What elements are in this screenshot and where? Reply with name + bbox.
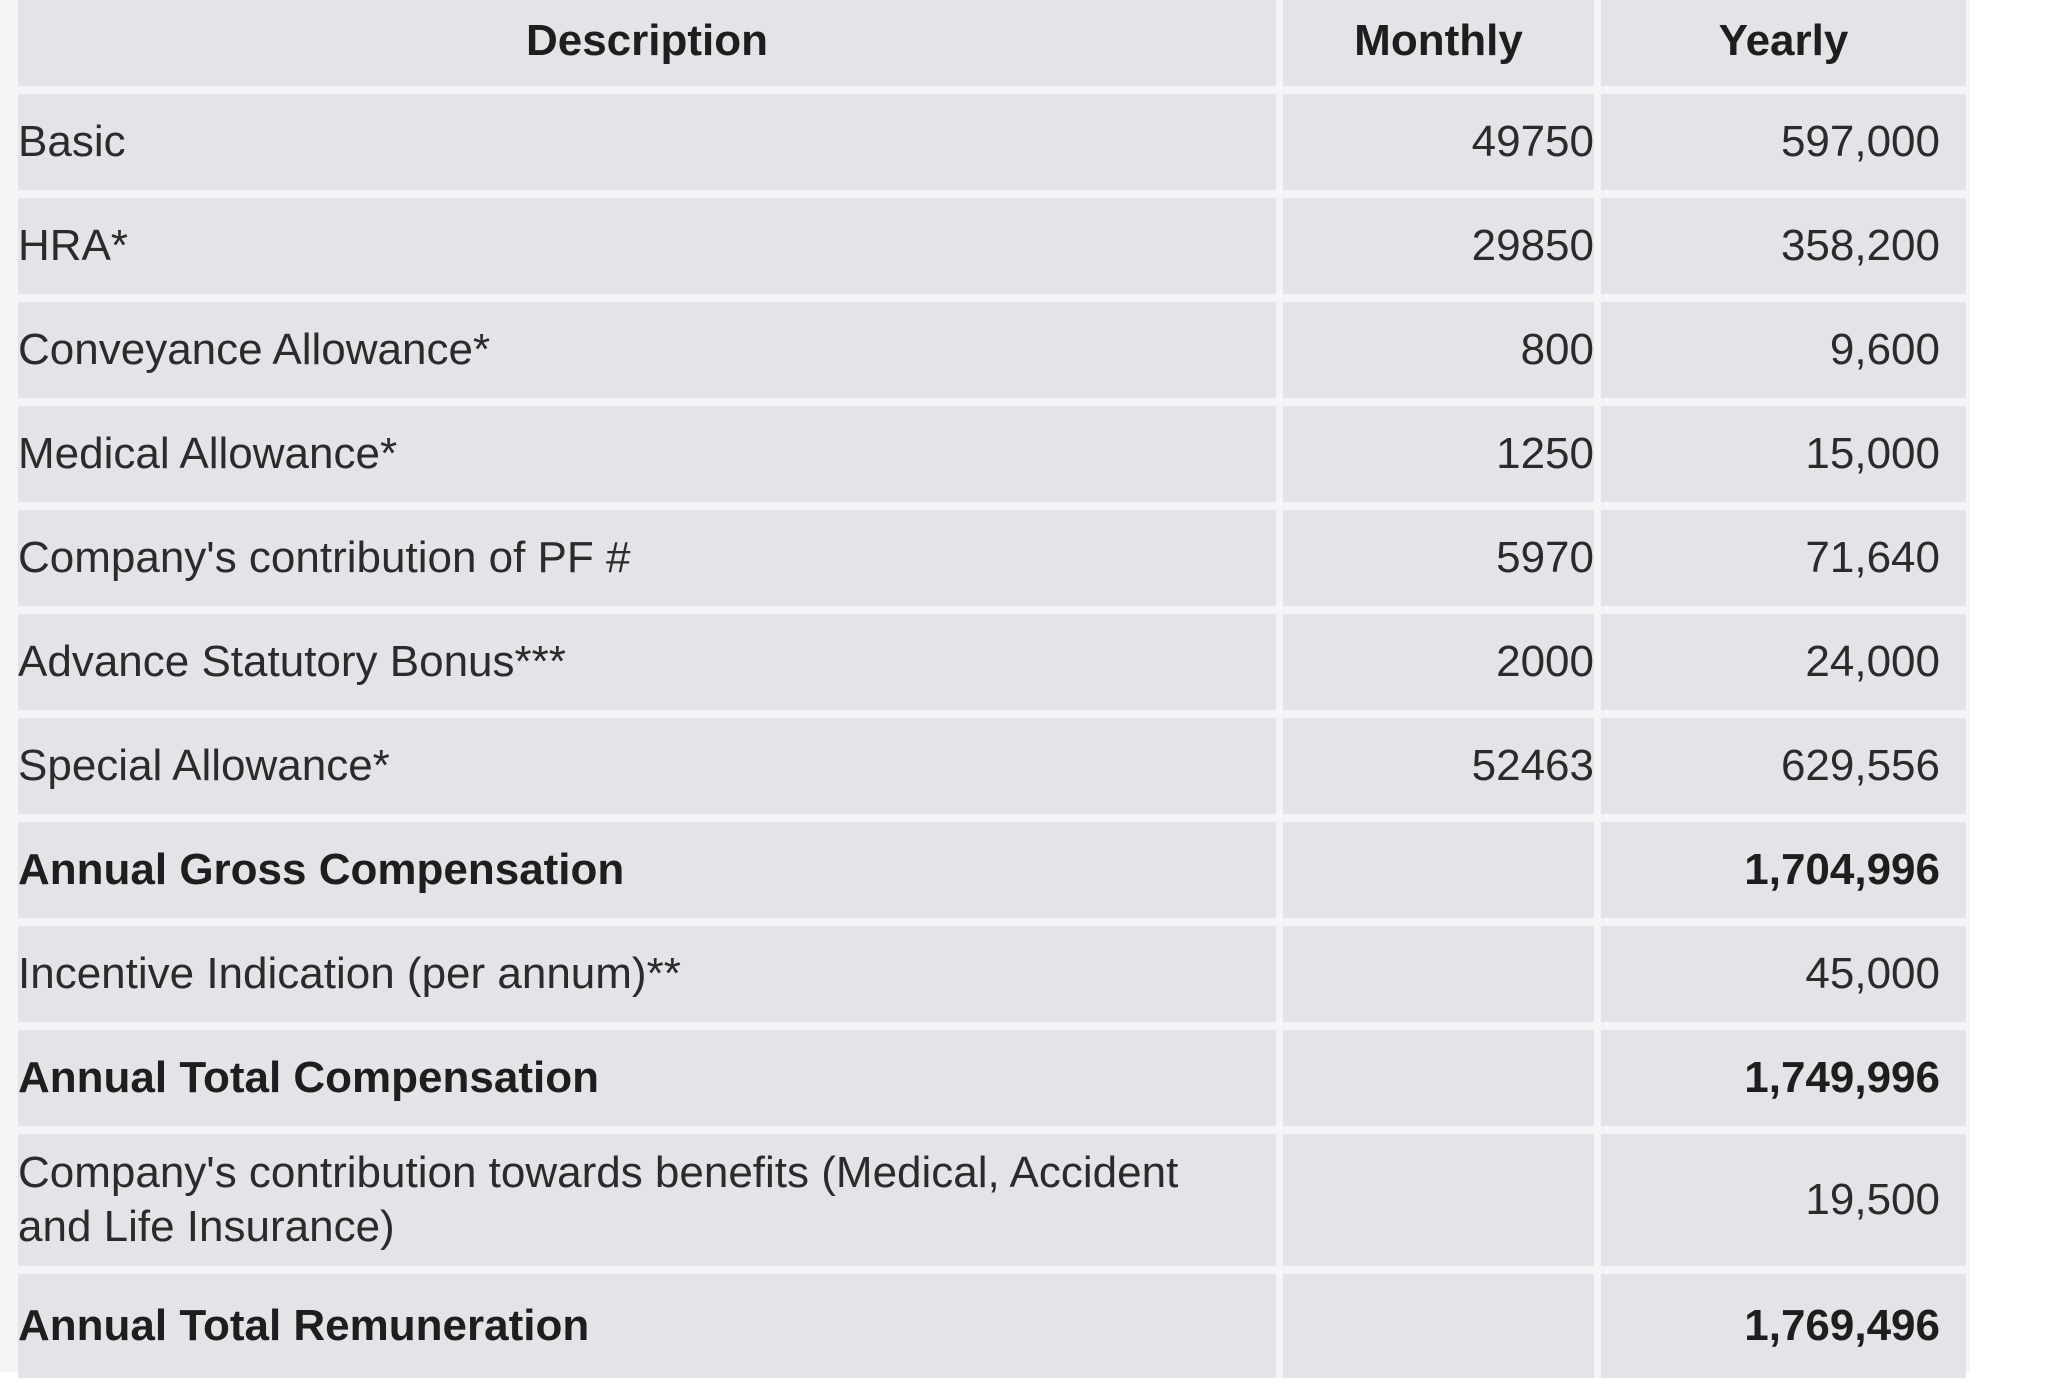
row-monthly (1276, 1134, 1594, 1274)
row-monthly (1276, 822, 1594, 926)
table-header-row (18, 0, 1966, 94)
row-yearly: 597,000 (1594, 94, 1966, 198)
row-monthly (1276, 1274, 1594, 1378)
row-description: Annual Total Compensation (18, 1030, 1276, 1134)
row-description: Annual Total Remuneration (18, 1274, 1276, 1378)
row-yearly: 9,600 (1594, 302, 1966, 406)
row-description: Company's contribution of PF # (18, 510, 1276, 614)
table-row (18, 302, 1966, 406)
table-row-total (18, 1274, 1966, 1378)
table-row (18, 94, 1966, 198)
row-yearly: 45,000 (1594, 926, 1966, 1030)
table-row (18, 198, 1966, 302)
row-description: Medical Allowance* (18, 406, 1276, 510)
header-monthly: Monthly (1276, 0, 1594, 94)
header-yearly: Yearly (1594, 0, 1966, 94)
row-description: Incentive Indication (per annum)** (18, 926, 1276, 1030)
table-row (18, 926, 1966, 1030)
table-row (18, 406, 1966, 510)
row-yearly: 358,200 (1594, 198, 1966, 302)
row-monthly: 52463 (1276, 718, 1594, 822)
row-yearly: 19,500 (1594, 1134, 1966, 1274)
row-monthly: 29850 (1276, 198, 1594, 302)
row-monthly: 2000 (1276, 614, 1594, 718)
row-monthly: 49750 (1276, 94, 1594, 198)
row-yearly: 15,000 (1594, 406, 1966, 510)
row-yearly: 24,000 (1594, 614, 1966, 718)
table-row-subtotal (18, 1030, 1966, 1134)
header-description: Description (18, 0, 1276, 94)
table-row (18, 614, 1966, 718)
row-description: HRA* (18, 198, 1276, 302)
row-description: Basic (18, 94, 1276, 198)
row-monthly: 1250 (1276, 406, 1594, 510)
row-yearly: 1,704,996 (1594, 822, 1966, 926)
table-row-subtotal (18, 822, 1966, 926)
row-yearly: 1,769,496 (1594, 1274, 1966, 1378)
row-yearly: 629,556 (1594, 718, 1966, 822)
row-yearly: 1,749,996 (1594, 1030, 1966, 1134)
row-description: Annual Gross Compensation (18, 822, 1276, 926)
row-description: Advance Statutory Bonus*** (18, 614, 1276, 718)
table-row (18, 510, 1966, 614)
row-monthly (1276, 926, 1594, 1030)
row-monthly (1276, 1030, 1594, 1134)
row-description: Company's contribution towards benefits (Medical, Accident and Life Insurance) (18, 1134, 1276, 1274)
compensation-table (18, 0, 1966, 1378)
row-monthly: 800 (1276, 302, 1594, 406)
row-description: Special Allowance* (18, 718, 1276, 822)
row-description: Conveyance Allowance* (18, 302, 1276, 406)
row-yearly: 71,640 (1594, 510, 1966, 614)
row-monthly: 5970 (1276, 510, 1594, 614)
table-row (18, 718, 1966, 822)
table-row (18, 1134, 1966, 1274)
